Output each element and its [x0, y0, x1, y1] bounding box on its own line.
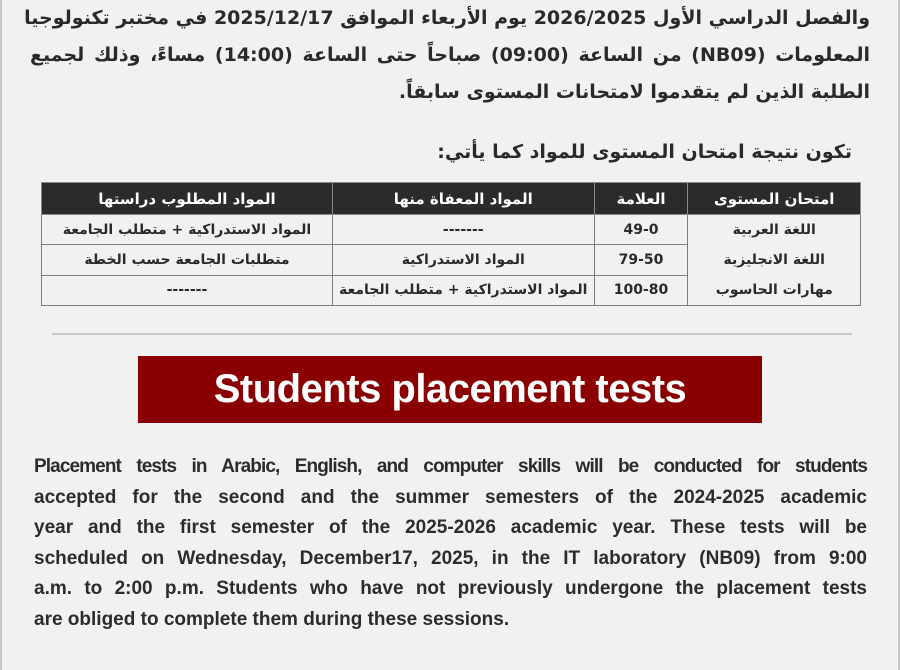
- mark-cell: 79-50: [594, 245, 688, 275]
- header-required-subjects: المواد المطلوب دراستها: [42, 183, 333, 215]
- mark-cell: 100-80: [594, 275, 688, 305]
- arabic-results-subtitle: تكون نتيجة امتحان المستوى للمواد كما يأتي:: [437, 141, 852, 163]
- header-level: امتحان المستوى: [688, 183, 861, 215]
- english-paragraph-line: accepted for the second and the summer semesters of the 2024-2025 academic: [34, 486, 867, 508]
- english-paragraph-line: a.m. to 2:00 p.m. Students who have not previously undergone the placement tests: [34, 578, 867, 599]
- exempt-cell: المواد الاستدراكية: [332, 245, 594, 275]
- arabic-paragraph-line: المعلومات (NB09) من الساعة (09:00) صباحاً حتى الساعة (14:00) مساءً، وذلك لجميع: [30, 44, 870, 66]
- banner-title: Students placement tests: [213, 367, 687, 411]
- placement-results-table: [41, 182, 861, 306]
- english-paragraph-line: scheduled on Wednesday, December17, 2025, in the IT laboratory (NB09) from 9:00: [34, 547, 867, 569]
- exempt-cell: -------: [332, 215, 594, 245]
- page-border-left: [0, 0, 2, 670]
- arabic-paragraph-line: الطلبة الذين لم يتقدموا لامتحانات المستوى سابقاً.: [398, 81, 870, 103]
- section-title-banner: [138, 356, 762, 423]
- level-arabic: اللغة العربية: [732, 222, 816, 238]
- table-header-row: [42, 183, 861, 215]
- header-mark: العلامة: [594, 183, 688, 215]
- header-exempt-subjects: المواد المعفاة منها: [332, 183, 594, 215]
- level-computer-skills: مهارات الحاسوب: [715, 282, 833, 298]
- level-english: اللغة الانجليزية: [723, 252, 825, 268]
- english-paragraph-line: Placement tests in Arabic, English, and computer skills will be conducted for students: [34, 456, 867, 477]
- english-paragraph-line: are obliged to complete them during these sessions.: [34, 608, 510, 630]
- exempt-cell: المواد الاستدراكية + متطلب الجامعة: [332, 275, 594, 305]
- english-paragraph-line: year and the first semester of the 2025-2026 academic year. These tests will be: [34, 517, 867, 538]
- arabic-announcement-paragraph: [24, 0, 870, 111]
- english-announcement-paragraph: [34, 452, 867, 635]
- mark-cell: 49-0: [594, 215, 688, 245]
- arabic-paragraph-line: والفصل الدراسي الأول 2026/2025 يوم الأربعاء الموافق 2025/12/17 في مختبر تكنولوجيا: [24, 7, 870, 29]
- required-cell: المواد الاستدراكية + متطلب الجامعة: [42, 215, 333, 245]
- levels-cell: [688, 215, 861, 306]
- required-cell: متطلبات الجامعة حسب الخطة: [42, 245, 333, 275]
- required-cell: -------: [42, 275, 333, 305]
- table-row: [42, 215, 861, 245]
- section-divider: [52, 333, 852, 335]
